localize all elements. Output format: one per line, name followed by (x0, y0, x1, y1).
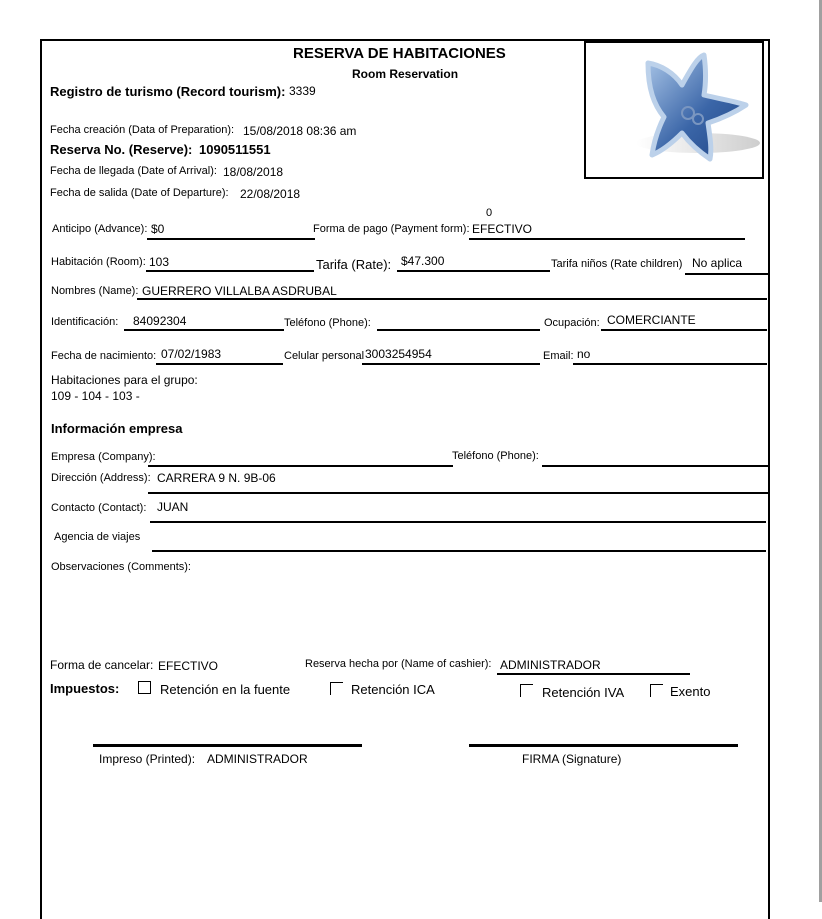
nombres-label: Nombres (Name): (51, 285, 139, 297)
identificacion-underline (124, 329, 284, 331)
anticipo-underline (147, 238, 315, 240)
email-label: Email: (543, 350, 574, 362)
registro-value: 3339 (289, 84, 316, 98)
nacimiento-underline (156, 363, 283, 365)
forma-pago-underline (469, 238, 745, 240)
grupo-label: Habitaciones para el grupo: (51, 373, 198, 387)
cajero-label: Reserva hecha por (Name of cashier): (305, 658, 492, 670)
habitacion-label: Habitación (Room): (51, 256, 146, 268)
celular-label: Celular personal (284, 350, 365, 362)
firma-label: FIRMA (Signature) (522, 752, 622, 766)
tarifa-ninos-value: No aplica (692, 256, 743, 270)
contacto-value: JUAN (157, 500, 189, 514)
email-underline (573, 363, 767, 365)
cancelar-value: EFECTIVO (158, 659, 219, 673)
llegada-value: 18/08/2018 (223, 165, 284, 179)
contacto-underline (150, 521, 766, 523)
empresa-telefono-label: Teléfono (Phone): (452, 450, 539, 462)
star-logo-icon (586, 43, 762, 177)
direccion-underline (148, 492, 770, 494)
retencion-ica-label: Retención ICA (351, 682, 435, 697)
nacimiento-value: 07/02/1983 (161, 347, 222, 361)
retencion-fuente-checkbox[interactable] (138, 681, 151, 694)
ocupacion-underline (601, 329, 767, 331)
document-title: RESERVA DE HABITACIONES (293, 45, 506, 62)
nombres-underline (137, 298, 767, 300)
retencion-fuente-label: Retención en la fuente (160, 682, 291, 697)
tarifa-underline (397, 270, 550, 272)
anticipo-value: $0 (151, 222, 165, 236)
identificacion-value: 84092304 (133, 314, 187, 328)
retencion-ica-checkbox[interactable] (330, 682, 343, 695)
agencia-label: Agencia de viajes (54, 531, 141, 543)
impreso-value: ADMINISTRADOR (207, 752, 308, 766)
forma-pago-label: Forma de pago (Payment form): (313, 223, 470, 235)
empresa-label: Empresa (Company): (51, 451, 156, 463)
tarifa-value: $47.300 (401, 254, 445, 268)
celular-underline (362, 363, 540, 365)
empresa-telefono-underline (542, 465, 768, 467)
salida-label: Fecha de salida (Date of Departure): (50, 187, 229, 199)
retencion-iva-checkbox[interactable] (520, 684, 533, 697)
salida-value: 22/08/2018 (240, 187, 301, 201)
forma-pago-value: EFECTIVO (472, 222, 533, 236)
cajero-underline (497, 673, 690, 675)
impreso-label: Impreso (Printed): (99, 752, 196, 766)
habitacion-underline (146, 270, 314, 272)
exento-label: Exento (670, 684, 711, 699)
telefono-label: Teléfono (Phone): (284, 317, 371, 329)
telefono-underline (377, 329, 540, 331)
document-subtitle: Room Reservation (352, 67, 459, 81)
cancelar-label: Forma de cancelar: (50, 658, 154, 672)
direccion-value: CARRERA 9 N. 9B-06 (157, 471, 276, 485)
agencia-underline (152, 550, 766, 552)
anticipo-label: Anticipo (Advance): (52, 223, 148, 235)
impuestos-label: Impuestos: (50, 681, 120, 696)
empresa-section-title: Información empresa (51, 421, 183, 436)
creacion-label: Fecha creación (Data of Preparation): (50, 124, 235, 136)
llegada-label: Fecha de llegada (Date of Arrival): (50, 165, 217, 177)
observaciones-label: Observaciones (Comments): (51, 561, 191, 573)
ocupacion-value: COMERCIANTE (607, 313, 696, 327)
email-value: no (577, 347, 591, 361)
firma-line (469, 744, 738, 747)
cajero-value: ADMINISTRADOR (500, 658, 601, 672)
contacto-label: Contacto (Contact): (51, 502, 147, 514)
impreso-line (93, 744, 362, 747)
registro-label: Registro de turismo (Record tourism): (50, 84, 286, 99)
reserva-label: Reserva No. (Reserve): (50, 142, 193, 157)
ocupacion-label: Ocupación: (544, 317, 600, 329)
logo-box (584, 41, 764, 179)
retencion-iva-label: Retención IVA (542, 685, 625, 700)
tarifa-ninos-label: Tarifa niños (Rate children) (551, 258, 683, 270)
habitacion-value: 103 (149, 255, 170, 269)
nombres-value: GUERRERO VILLALBA ASDRUBAL (142, 284, 337, 298)
zero-value: 0 (486, 207, 493, 219)
nacimiento-label: Fecha de nacimiento: (51, 350, 157, 362)
direccion-label: Dirección (Address): (51, 472, 151, 484)
tarifa-label: Tarifa (Rate): (316, 257, 392, 272)
creacion-value: 15/08/2018 08:36 am (243, 124, 357, 138)
reserva-value: 1090511551 (199, 142, 271, 157)
tarifa-ninos-underline (685, 273, 768, 275)
identificacion-label: Identificación: (51, 316, 119, 328)
celular-value: 3003254954 (365, 347, 432, 361)
exento-checkbox[interactable] (650, 684, 663, 697)
grupo-value: 109 - 104 - 103 - (51, 389, 140, 403)
empresa-underline (148, 465, 453, 467)
